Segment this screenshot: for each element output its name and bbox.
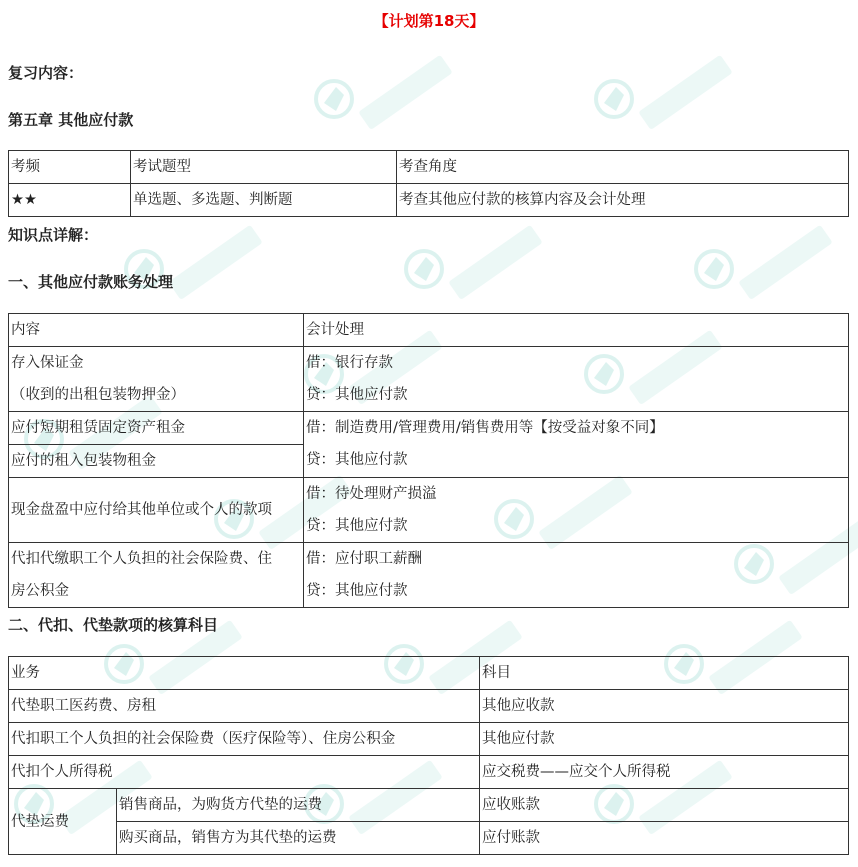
header-cell: 会计处理 bbox=[304, 314, 849, 347]
table-cell bbox=[9, 347, 304, 412]
table-cell: 销售商品，为购货方代垫的运费 bbox=[117, 789, 480, 822]
table-cell: 现金盘盈中应付给其他单位或个人的款项 bbox=[9, 478, 304, 543]
detail-heading: 知识点详解： bbox=[8, 226, 99, 244]
exam-info-table bbox=[8, 150, 849, 217]
review-heading: 复习内容： bbox=[8, 64, 84, 82]
header-cell: 考试题型 bbox=[131, 151, 397, 184]
table-row bbox=[9, 756, 849, 789]
table-cell: 应收账款 bbox=[480, 789, 849, 822]
table-cell: 应付短期租赁固定资产租金 bbox=[9, 412, 304, 445]
table-header-row bbox=[9, 314, 849, 347]
watermark-logo bbox=[120, 225, 270, 309]
table-cell: 应付的租入包装物租金 bbox=[9, 445, 304, 478]
table-cell bbox=[304, 347, 849, 412]
watermark-icon bbox=[400, 225, 550, 305]
cell-line: 存入保证金 bbox=[11, 355, 84, 371]
table-header-row bbox=[9, 657, 849, 690]
header-cell: 内容 bbox=[9, 314, 304, 347]
watermark-logo bbox=[590, 55, 740, 139]
credit-entry: 贷：其他应付款 bbox=[306, 452, 408, 468]
watermark-icon bbox=[310, 55, 460, 135]
table-row bbox=[9, 723, 849, 756]
frequency-stars: ★★ bbox=[9, 184, 131, 217]
table-row bbox=[9, 412, 849, 445]
table-header-row bbox=[9, 151, 849, 184]
table-cell: 代扣职工个人负担的社会保险费（医疗保险等）、住房公积金 bbox=[9, 723, 480, 756]
header-cell: 考查角度 bbox=[397, 151, 849, 184]
header-cell: 科目 bbox=[480, 657, 849, 690]
table-cell: 应付账款 bbox=[480, 822, 849, 855]
watermark-logo bbox=[690, 225, 840, 309]
chapter-heading: 第五章 其他应付款 bbox=[8, 111, 134, 129]
accounting-table bbox=[8, 313, 849, 608]
table-row bbox=[9, 543, 849, 608]
table-cell bbox=[304, 478, 849, 543]
credit-entry: 贷：其他应付款 bbox=[306, 583, 408, 599]
table-cell: 单选题、多选题、判断题 bbox=[131, 184, 397, 217]
table-cell: 考查其他应付款的核算内容及会计处理 bbox=[397, 184, 849, 217]
table-cell bbox=[9, 543, 304, 608]
header-cell: 业务 bbox=[9, 657, 480, 690]
accounts-table bbox=[8, 656, 849, 855]
table-cell: 代垫职工医药费、房租 bbox=[9, 690, 480, 723]
table-cell: 应交税费——应交个人所得税 bbox=[480, 756, 849, 789]
table-row bbox=[9, 822, 849, 855]
debit-entry: 借：制造费用/管理费用/销售费用等【按受益对象不同】 bbox=[306, 420, 664, 436]
watermark-icon bbox=[690, 225, 840, 305]
watermark-icon bbox=[590, 55, 740, 135]
table-cell: 代垫运费 bbox=[9, 789, 117, 855]
table-row bbox=[9, 184, 849, 217]
credit-entry: 贷：其他应付款 bbox=[306, 518, 408, 534]
section2-heading: 二、代扣、代垫款项的核算科目 bbox=[8, 616, 219, 634]
table-row bbox=[9, 789, 849, 822]
cell-line: 房公积金 bbox=[11, 583, 69, 599]
section1-heading: 一、其他应付款账务处理 bbox=[8, 273, 174, 291]
table-cell bbox=[304, 412, 849, 478]
cell-line: 代扣代缴职工个人负担的社会保险费、住 bbox=[11, 551, 272, 567]
debit-entry: 借：待处理财产损溢 bbox=[306, 486, 437, 502]
watermark-logo bbox=[400, 225, 550, 309]
table-cell: 代扣个人所得税 bbox=[9, 756, 480, 789]
watermark-logo bbox=[310, 55, 460, 139]
table-row bbox=[9, 478, 849, 543]
table-cell bbox=[304, 543, 849, 608]
debit-entry: 借：银行存款 bbox=[306, 355, 393, 371]
header-cell: 考频 bbox=[9, 151, 131, 184]
table-cell: 购买商品，销售方为其代垫的运费 bbox=[117, 822, 480, 855]
watermark-icon bbox=[120, 225, 270, 305]
credit-entry: 贷：其他应付款 bbox=[306, 387, 408, 403]
table-cell: 其他应收款 bbox=[480, 690, 849, 723]
debit-entry: 借：应付职工薪酬 bbox=[306, 551, 422, 567]
plan-day-title: 【计划第18天】 bbox=[373, 12, 485, 30]
table-row bbox=[9, 347, 849, 412]
table-row bbox=[9, 690, 849, 723]
cell-line: （收到的出租包装物押金） bbox=[11, 387, 185, 403]
table-cell: 其他应付款 bbox=[480, 723, 849, 756]
